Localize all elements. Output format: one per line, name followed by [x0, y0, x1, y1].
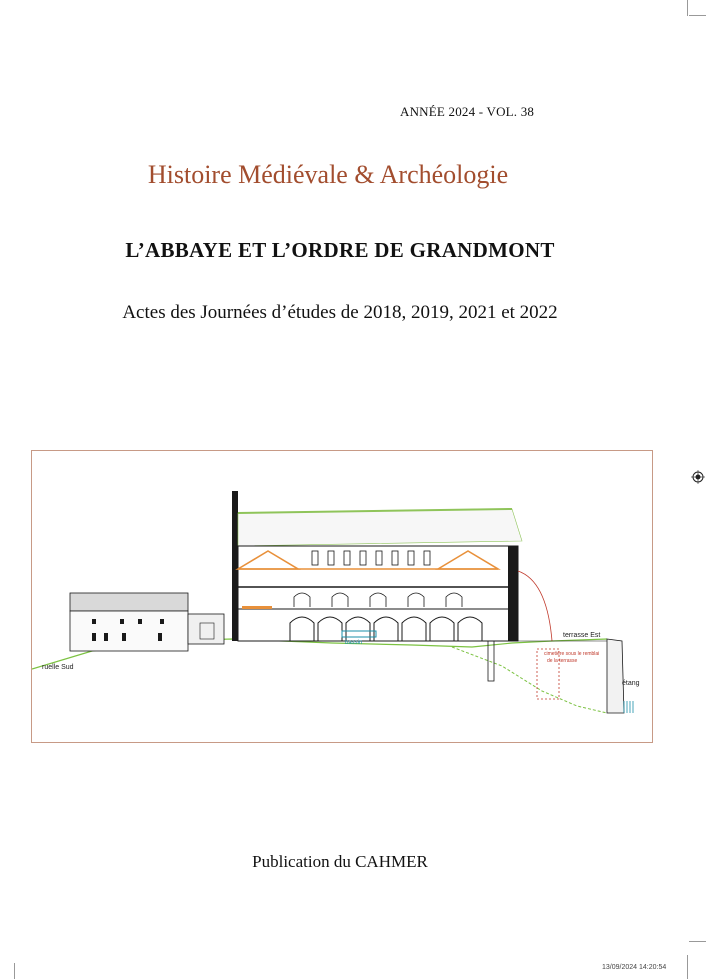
crop-mark-bottom-v — [687, 955, 688, 979]
registration-mark-icon — [691, 470, 705, 484]
crop-mark-top-h — [689, 15, 706, 16]
label-ruelle-sud: ruelle Sud — [42, 664, 74, 671]
series-title: Histoire Médiévale & Archéologie — [147, 160, 509, 189]
crop-mark-bottom-left-v — [14, 963, 15, 979]
pond-water — [624, 701, 633, 713]
print-timestamp: 13/09/2024 14:20:54 — [602, 964, 667, 971]
left-house — [70, 593, 224, 651]
east-arch-red — [518, 571, 552, 641]
label-cemetery-1: cimetière sous le remblai — [544, 651, 600, 657]
east-wall — [607, 639, 624, 713]
volume-line: ANNÉE 2024 - VOL. 38 — [400, 104, 535, 119]
book-subtitle: Actes des Journées d’études de 2018, 2019, 2021 et 2022 — [122, 302, 558, 323]
crop-mark-top-v — [687, 0, 688, 16]
book-title: L’ABBAYE ET L’ORDRE DE GRANDMONT — [125, 238, 555, 262]
church-building — [232, 491, 522, 681]
publisher: Publication du CAHMER — [252, 852, 428, 871]
architectural-section-drawing — [32, 451, 653, 743]
label-cemetery-2: de la terrasse — [547, 658, 578, 664]
cover-figure — [31, 450, 653, 743]
label-etang: étang — [622, 680, 640, 687]
label-terrasse-est: terrasse Est — [563, 632, 601, 639]
label-bassin: bassin — [345, 640, 363, 646]
crop-mark-bottom-h — [689, 941, 706, 942]
